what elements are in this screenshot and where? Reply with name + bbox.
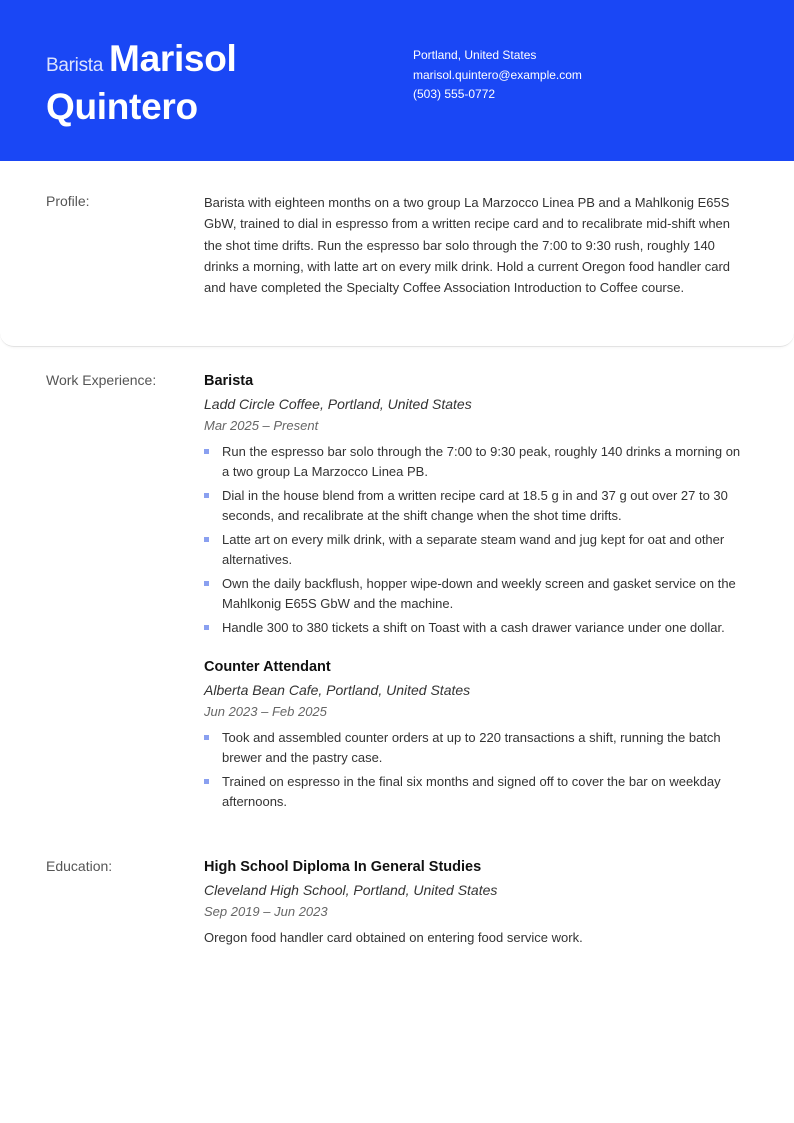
resume-header (0, 0, 794, 161)
bullet-marker (204, 449, 209, 454)
job-company: Ladd Circle Coffee, Portland, United States (204, 396, 472, 412)
job-title: Barista (204, 373, 254, 389)
job-title: Counter Attendant (204, 659, 331, 675)
education-note: Oregon food handler card obtained on entering food service work. (204, 930, 583, 945)
phone: (503) 555-0772 (413, 87, 496, 101)
education-label: Education: (46, 858, 113, 874)
bullet-item (204, 728, 749, 768)
location: Portland, United States (413, 48, 537, 62)
bullet-item (204, 530, 749, 570)
bullet-text: Run the espresso bar solo through the 7:00 to 9:30 peak, roughly 140 drinks a morning on a two group La Marzocco Linea PB. (222, 444, 741, 479)
job-bullets (204, 728, 749, 812)
profile-label: Profile: (46, 193, 90, 209)
name-block (46, 38, 366, 127)
education-entry (204, 858, 749, 948)
profile-section (0, 161, 794, 347)
bullet-text: Handle 300 to 380 tickets a shift on Toast with a cash drawer variance under one dollar. (222, 620, 725, 635)
bullet-marker (204, 735, 209, 740)
email: marisol.quintero@example.com (413, 67, 582, 82)
bullet-item (204, 442, 749, 482)
job-bullets (204, 442, 749, 638)
job-dates: Mar 2025 – Present (204, 418, 319, 433)
school: Cleveland High School, Portland, United States (204, 882, 498, 898)
bullet-marker (204, 581, 209, 586)
candidate-name (46, 38, 366, 127)
bullet-marker (204, 537, 209, 542)
bullet-marker (204, 779, 209, 784)
job-company: Alberta Bean Cafe, Portland, United States (204, 682, 471, 698)
experience-list (204, 372, 749, 826)
education-dates: Sep 2019 – Jun 2023 (204, 904, 328, 919)
bullet-marker (204, 625, 209, 630)
bullet-item (204, 618, 749, 638)
bullet-item (204, 574, 749, 614)
bullet-text: Trained on espresso in the final six months and signed off to cover the bar on weekday afternoons. (222, 774, 721, 809)
degree: High School Diploma In General Studies (204, 859, 482, 875)
job-entry (204, 658, 749, 812)
last-name: Quintero (46, 86, 198, 127)
job-dates: Jun 2023 – Feb 2025 (204, 704, 327, 719)
bullet-text: Took and assembled counter orders at up to 220 transactions a shift, running the batch brewer and the pastry case. (222, 730, 721, 765)
bullet-item (204, 486, 749, 526)
experience-label: Work Experience: (46, 372, 157, 388)
bullet-text: Own the daily backflush, hopper wipe-down and weekly screen and gasket service on the Mahlkonig E65S GbW and the machine. (222, 576, 736, 611)
job-role: Barista (46, 55, 104, 76)
job-entry (204, 372, 749, 638)
contact-info (413, 46, 582, 105)
bullet-item (204, 772, 749, 812)
bullet-marker (204, 493, 209, 498)
bullet-text: Dial in the house blend from a written recipe card at 18.5 g in and 37 g out over 27 to 30 seconds, and recalibrate at the shift change when the shot time drifts. (222, 488, 728, 523)
first-name: Marisol (109, 38, 237, 79)
profile-text: Barista with eighteen months on a two group La Marzocco Linea PB and a Mahlkonig E65S GbW, trained to dial in espresso from a written recipe card and to recalibrate mid-shift when the shot time drifts. Run the espresso bar solo through the 7:00 to 9:30 rush, roughly 140 drinks a morning, with latte art on every milk drink. Hold a current Oregon food handler card and have completed the Specialty Coffee Association Introduction to Coffee course. (204, 195, 731, 296)
bullet-text: Latte art on every milk drink, with a separate steam wand and jug kept for oat and other alternatives. (222, 532, 725, 567)
